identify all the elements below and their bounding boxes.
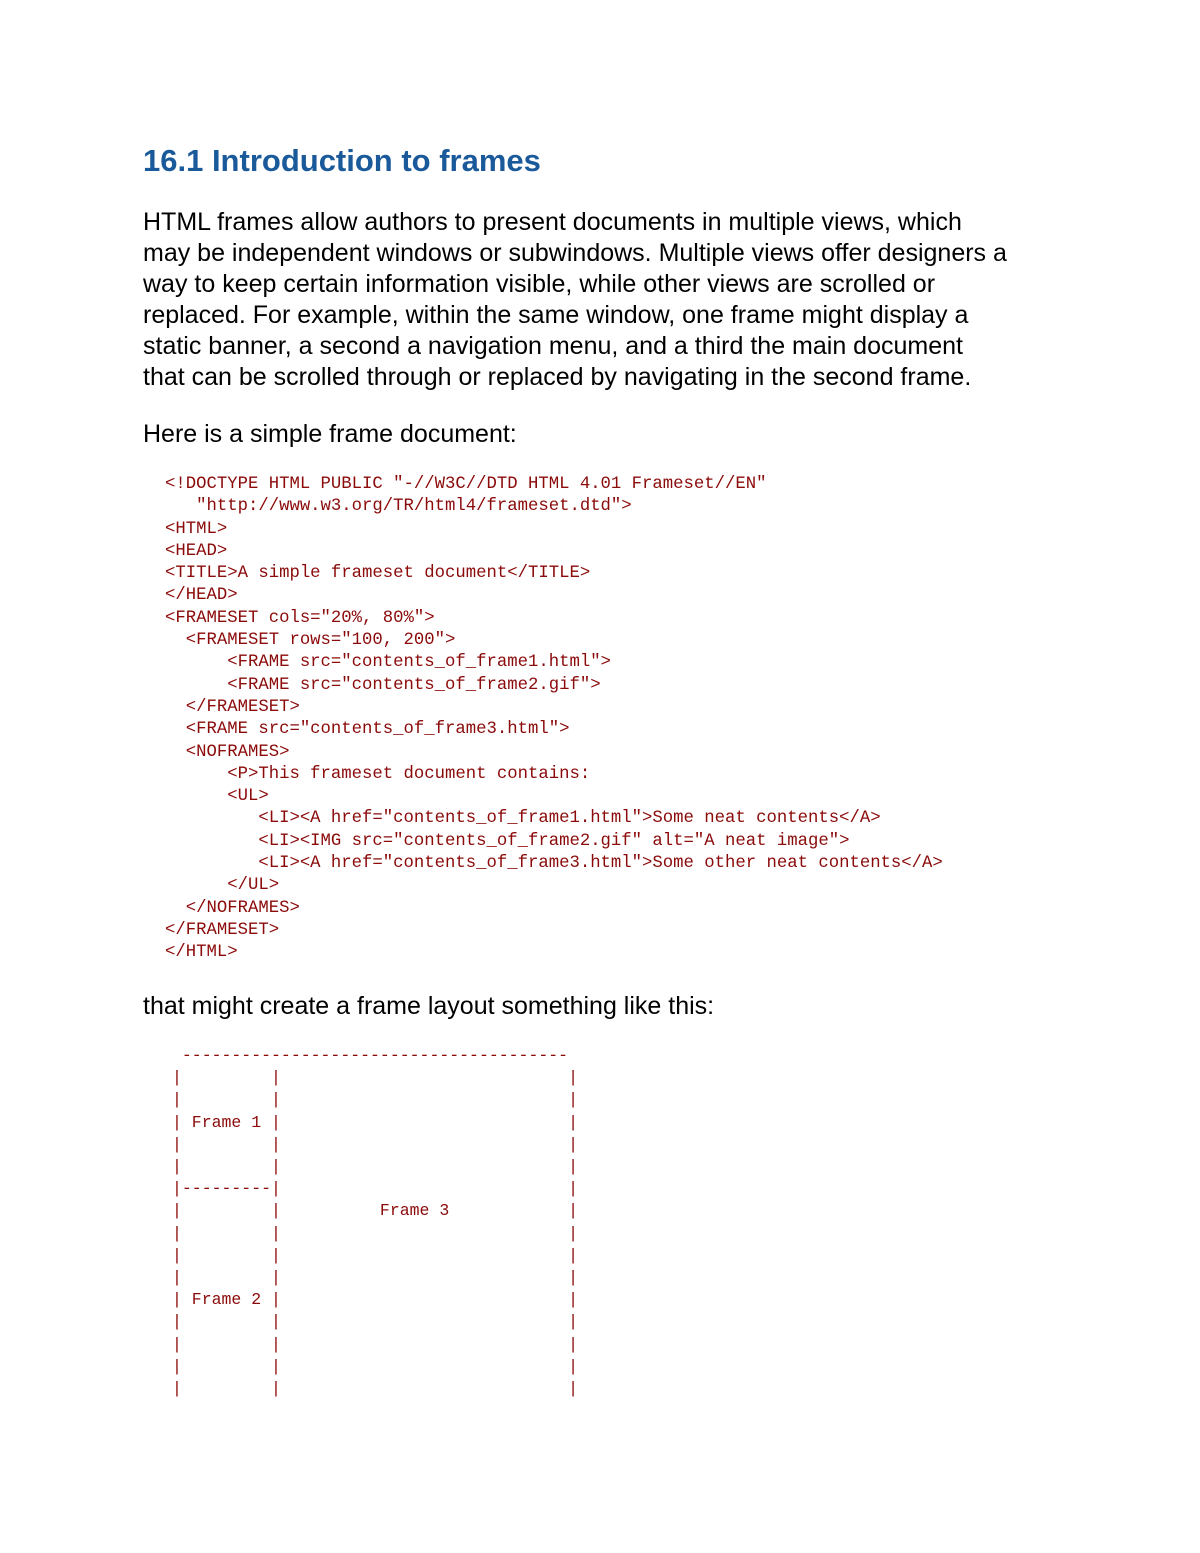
diagram-line: | | |	[172, 1223, 578, 1243]
code-line: <UL>	[165, 787, 269, 807]
code-line: </FRAMESET>	[165, 697, 300, 717]
code-line: <LI><IMG src="contents_of_frame2.gif" alt="A neat image">	[165, 831, 850, 851]
example-intro-paragraph: Here is a simple frame document:	[143, 420, 517, 448]
code-line: <HTML>	[165, 519, 228, 539]
intro-line: may be independent windows or subwindows. Multiple views offer designers a	[143, 239, 1007, 267]
frame-layout-diagram	[172, 1045, 578, 1400]
code-line: <TITLE>A simple frameset document</TITLE>	[165, 564, 591, 584]
intro-paragraph	[143, 207, 1007, 393]
section-heading: 16.1 Introduction to frames	[143, 143, 541, 178]
code-line: <FRAME src="contents_of_frame3.html">	[165, 720, 570, 740]
diagram-line: | Frame 2 | |	[172, 1290, 578, 1310]
code-line: <FRAMESET rows="100, 200">	[165, 631, 456, 651]
diagram-line: ---------------------------------------	[172, 1046, 569, 1065]
code-line: <HEAD>	[165, 541, 228, 561]
diagram-line: | | |	[172, 1090, 578, 1110]
intro-line: HTML frames allow authors to present documents in multiple views, which	[143, 208, 962, 236]
frameset-code-block	[165, 474, 943, 965]
diagram-line: | | |	[172, 1379, 578, 1399]
intro-line: replaced. For example, within the same window, one frame might display a	[143, 301, 969, 329]
diagram-line: | Frame 1 | |	[172, 1112, 578, 1132]
code-line: <LI><A href="contents_of_frame3.html">Some other neat contents</A>	[165, 854, 943, 874]
code-line: </HTML>	[165, 943, 238, 963]
code-line: <FRAME src="contents_of_frame2.gif">	[165, 675, 601, 695]
code-line: <FRAME src="contents_of_frame1.html">	[165, 653, 611, 673]
code-line: <P>This frameset document contains:	[165, 764, 591, 784]
code-line: <NOFRAMES>	[165, 742, 290, 762]
code-line: </FRAMESET>	[165, 920, 280, 940]
diagram-line: | | |	[172, 1268, 578, 1288]
code-line: </UL>	[165, 876, 280, 896]
code-line: </NOFRAMES>	[165, 898, 300, 918]
diagram-line: | | |	[172, 1312, 578, 1332]
diagram-line: | | |	[172, 1245, 578, 1265]
diagram-line: | | |	[172, 1157, 578, 1177]
diagram-line: | | |	[172, 1068, 578, 1088]
diagram-line: | | |	[172, 1134, 578, 1154]
code-line: <LI><A href="contents_of_frame1.html">Some neat contents</A>	[165, 809, 881, 829]
code-line: <!DOCTYPE HTML PUBLIC "-//W3C//DTD HTML 4.01 Frameset//EN"	[165, 475, 767, 494]
diagram-line: | | |	[172, 1356, 578, 1376]
code-line: </HEAD>	[165, 586, 238, 606]
code-line: <FRAMESET cols="20%, 80%">	[165, 608, 435, 628]
code-line: "http://www.w3.org/TR/html4/frameset.dtd">	[165, 497, 632, 517]
diagram-line: |---------| |	[172, 1179, 578, 1199]
layout-intro-paragraph: that might create a frame layout something like this:	[143, 992, 715, 1020]
diagram-line: | | Frame 3 |	[172, 1201, 578, 1221]
intro-line: static banner, a second a navigation menu, and a third the main document	[143, 332, 963, 360]
intro-line: that can be scrolled through or replaced by navigating in the second frame.	[143, 363, 972, 391]
diagram-line: | | |	[172, 1334, 578, 1354]
intro-line: way to keep certain information visible, while other views are scrolled or	[143, 270, 936, 298]
